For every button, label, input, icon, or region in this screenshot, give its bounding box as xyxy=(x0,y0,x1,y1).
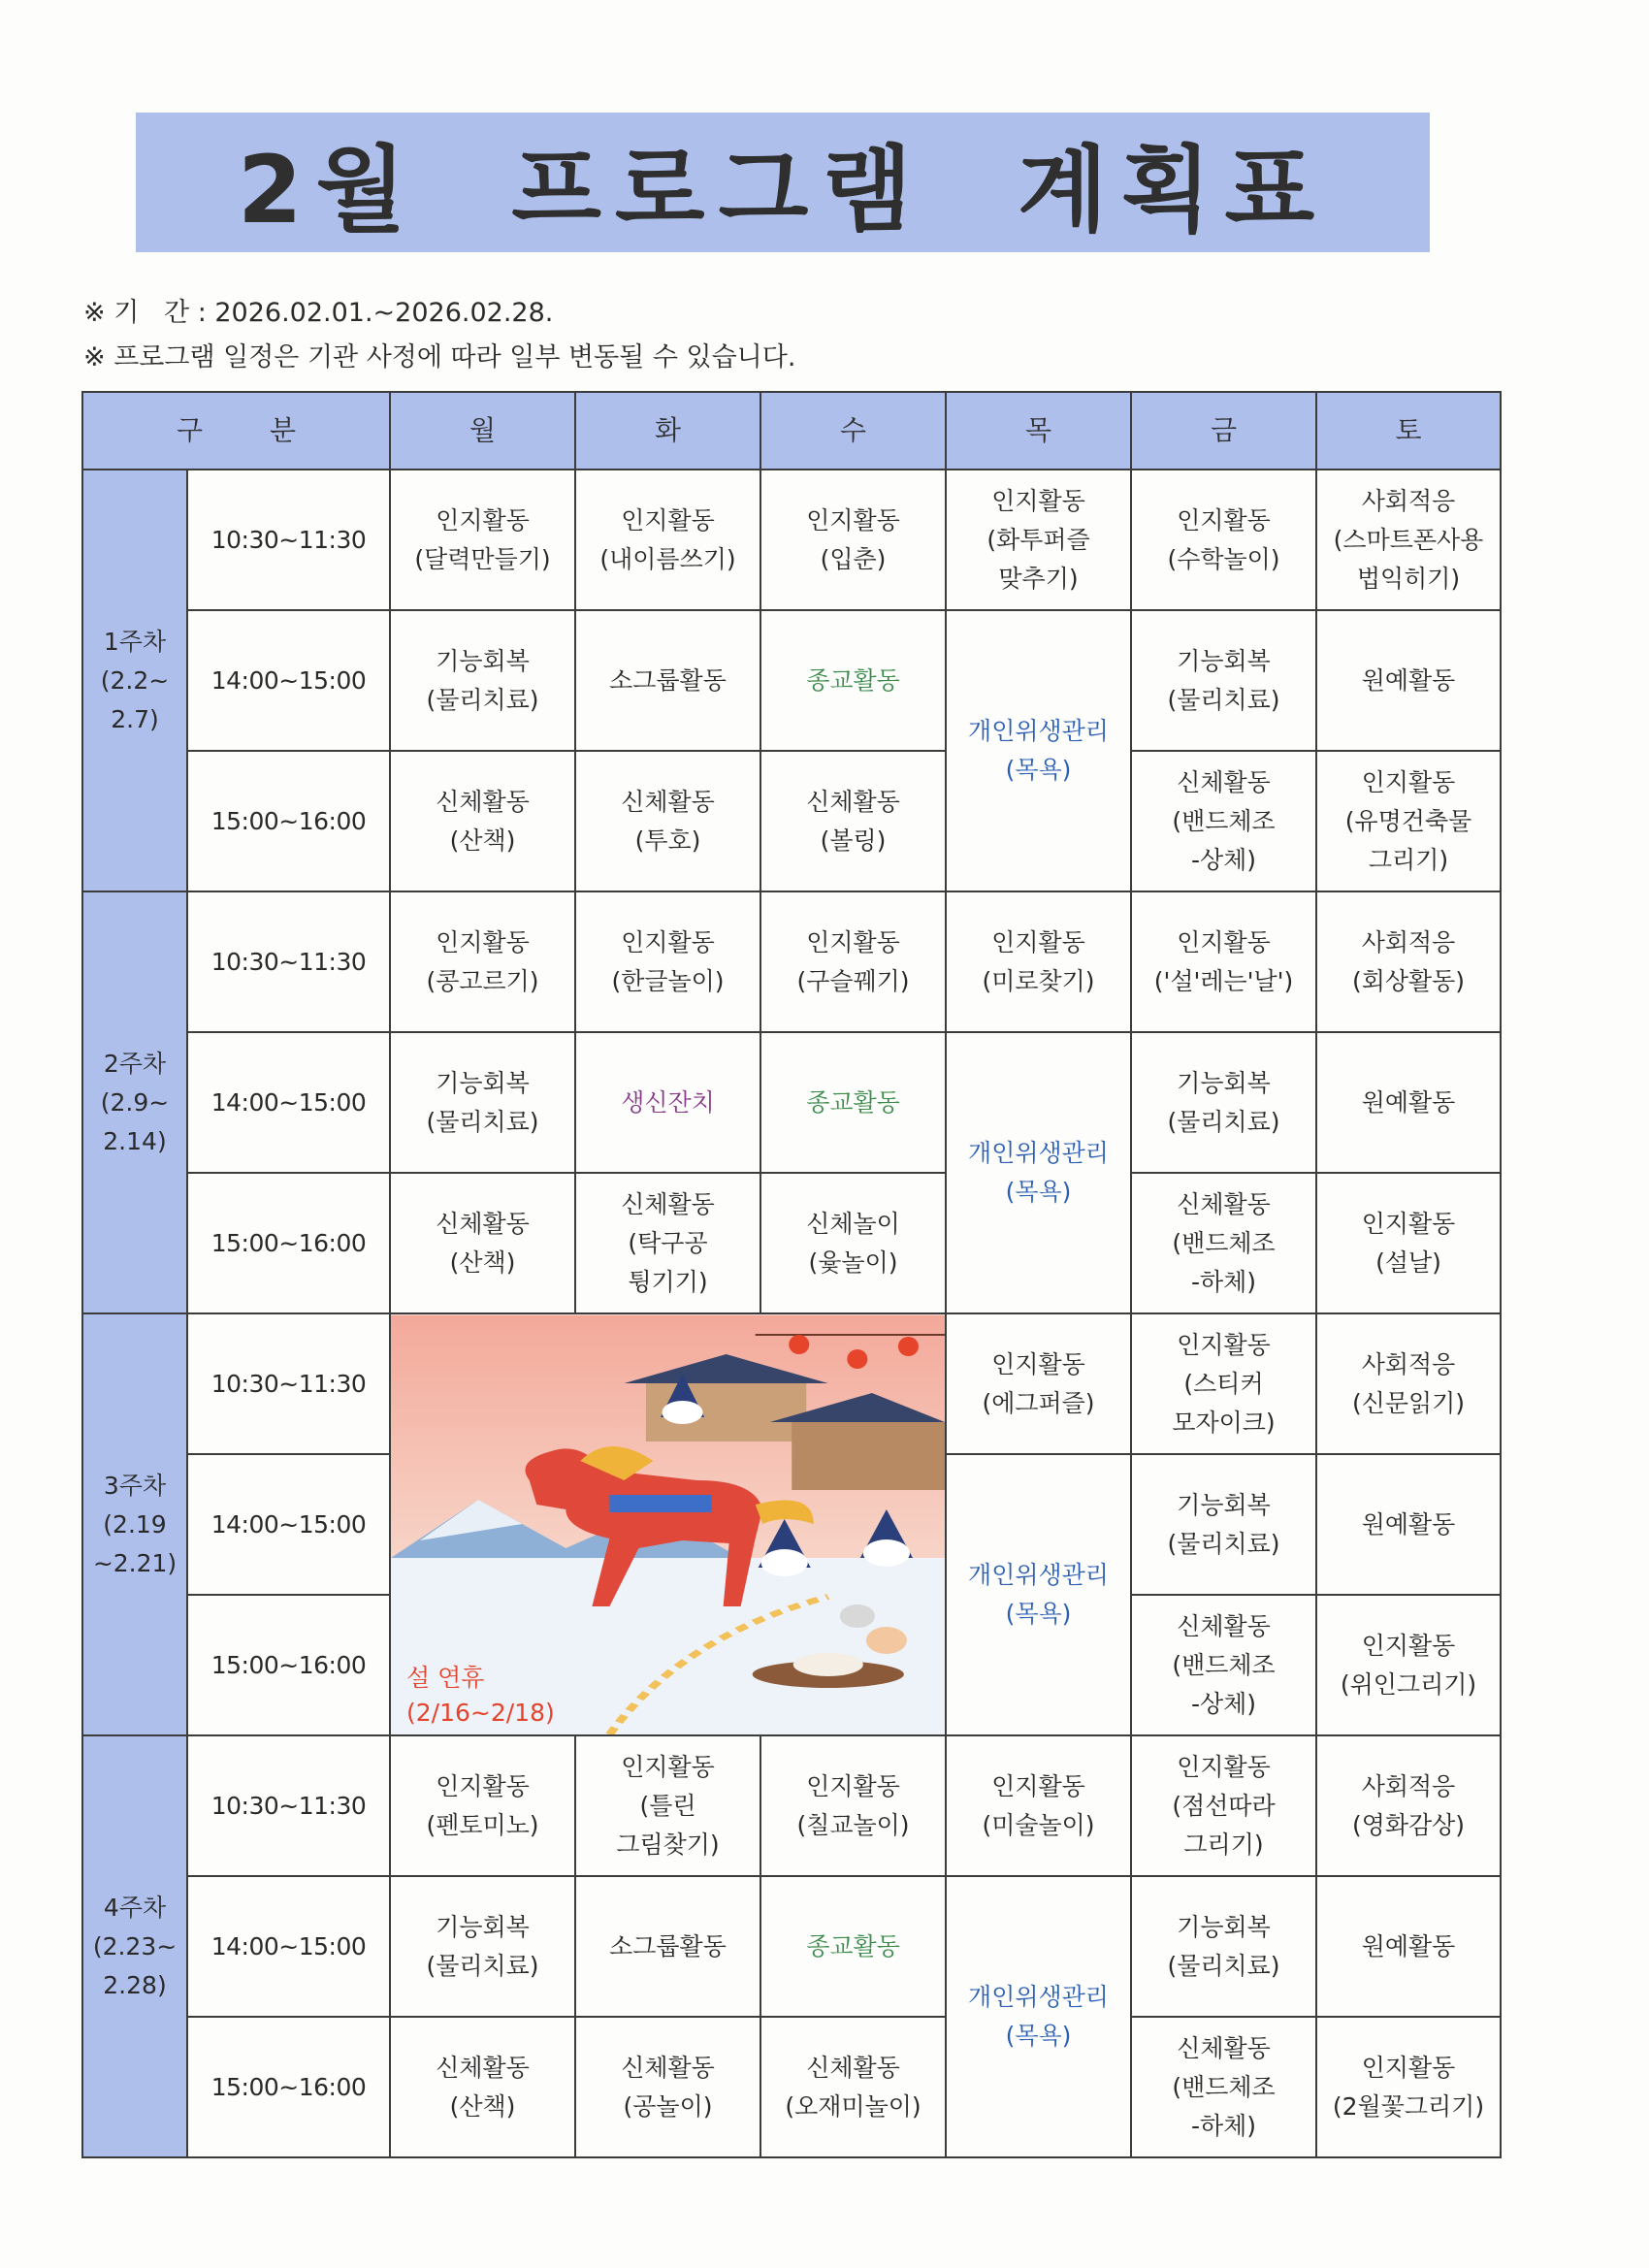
cell-wed xyxy=(760,1173,946,1313)
cell-line: 기능회복 xyxy=(1177,646,1271,675)
week-4-row-3 xyxy=(82,2017,1501,2157)
cell-line: (에그퍼즐) xyxy=(982,1388,1095,1417)
cell-thu-hygiene xyxy=(946,1032,1131,1313)
header-day-fri: 금 xyxy=(1131,392,1316,470)
week-label-line: 4주차 xyxy=(103,1893,167,1922)
cell-line: (오재미놀이) xyxy=(785,2091,922,2121)
cell-line: (물리치료) xyxy=(1167,1107,1280,1136)
cell-line: 인지활동 xyxy=(621,927,715,956)
week-label-cell xyxy=(82,891,187,1313)
cell-thu xyxy=(946,470,1131,610)
cell-line: (산책) xyxy=(449,2091,516,2121)
cell-wed xyxy=(760,891,946,1032)
cell-line: (틀린 xyxy=(639,1791,696,1820)
week-label-line: 2.7) xyxy=(111,704,159,733)
cell-tue xyxy=(575,470,760,610)
cell-line: 신체활동 xyxy=(806,787,900,816)
cell-sat xyxy=(1316,610,1501,751)
cell-line: (물리치료) xyxy=(426,1107,539,1136)
week-label-line: 3주차 xyxy=(103,1471,167,1500)
cell-line: 개인위생관리 xyxy=(968,1139,1109,1167)
cell-line: 신체활동 xyxy=(806,2053,900,2082)
cell-fri xyxy=(1131,751,1316,891)
cell-line: 원예활동 xyxy=(1361,1509,1456,1539)
cell-line: (산책) xyxy=(449,826,516,855)
header-day-wed: 수 xyxy=(760,392,946,470)
cell-line: 신체활동 xyxy=(1177,767,1271,796)
cell-wed xyxy=(760,1032,946,1173)
cell-line: 원예활동 xyxy=(1361,1087,1456,1117)
cell-line: 인지활동 xyxy=(1361,1209,1456,1238)
cell-line: (목욕) xyxy=(1005,2022,1072,2050)
week-label-line: 2주차 xyxy=(103,1049,167,1078)
header-day-tue: 화 xyxy=(575,392,760,470)
cell-line: 소그룹활동 xyxy=(609,1931,727,1960)
cell-line: (밴드체조 xyxy=(1172,2072,1276,2101)
time-slot: 15:00~16:00 xyxy=(187,1173,390,1313)
page-title: 2월 프로그램 계획표 xyxy=(237,135,1329,244)
time-slot: 14:00~15:00 xyxy=(187,610,390,751)
cell-line: 개인위생관리 xyxy=(968,1561,1109,1589)
cell-line: 신체활동 xyxy=(1177,1611,1271,1640)
cell-line: (입춘) xyxy=(820,544,887,573)
cell-wed xyxy=(760,610,946,751)
cell-sat xyxy=(1316,1173,1501,1313)
time-slot: 15:00~16:00 xyxy=(187,1595,390,1735)
cell-line: (달력만들기) xyxy=(414,544,551,573)
week-label-line: 2.14) xyxy=(103,1126,167,1155)
schedule-table xyxy=(81,391,1502,2158)
title-banner xyxy=(136,113,1430,252)
header-gubun-b: 분 xyxy=(269,414,296,446)
cell-line: ('설'레는'날') xyxy=(1153,966,1294,995)
cell-line: (화투퍼즐 xyxy=(986,525,1090,554)
cell-tue xyxy=(575,2017,760,2157)
cell-line: (목욕) xyxy=(1005,1600,1072,1628)
cell-line: 신체활동 xyxy=(436,1209,530,1238)
time-slot: 14:00~15:00 xyxy=(187,1032,390,1173)
cell-line: 신체활동 xyxy=(1177,2033,1271,2062)
cell-line: 신체활동 xyxy=(436,2053,530,2082)
cell-line: 인지활동 xyxy=(621,505,715,535)
cell-line: 기능회복 xyxy=(436,646,530,675)
cell-line: 종교활동 xyxy=(806,1931,900,1960)
week-label-line: (2.9~ xyxy=(100,1087,170,1117)
week-4-row-1 xyxy=(82,1735,1501,1876)
cell-mon xyxy=(390,1876,575,2017)
week-label-line: (2.23~ xyxy=(92,1931,178,1960)
cell-wed xyxy=(760,470,946,610)
cell-line: (물리치료) xyxy=(426,685,539,714)
header-row xyxy=(82,392,1501,470)
cell-line: (스티커 xyxy=(1183,1369,1264,1398)
cell-line: 원예활동 xyxy=(1361,1931,1456,1960)
cell-line: (한글놀이) xyxy=(611,966,725,995)
cell-line: 사회적응 xyxy=(1361,1771,1456,1800)
cell-wed xyxy=(760,1876,946,2017)
cell-line: 신체활동 xyxy=(436,787,530,816)
cell-line: (구슬꿰기) xyxy=(796,966,910,995)
cell-sat xyxy=(1316,1595,1501,1735)
cell-line: 기능회복 xyxy=(1177,1068,1271,1097)
cell-line: (신문읽기) xyxy=(1351,1388,1466,1417)
cell-line: (펜토미노) xyxy=(426,1810,539,1839)
cell-line: (회상활동) xyxy=(1351,966,1466,995)
time-slot: 14:00~15:00 xyxy=(187,1454,390,1595)
cell-line: 그리기) xyxy=(1368,845,1449,874)
cell-line: -하체) xyxy=(1190,2111,1257,2140)
week-label-cell xyxy=(82,1313,187,1735)
cell-line: 신체활동 xyxy=(1177,1189,1271,1218)
cell-tue xyxy=(575,1032,760,1173)
week-label-line: 1주차 xyxy=(103,627,167,656)
cell-line: (내이름쓰기) xyxy=(599,544,736,573)
cell-line: 인지활동 xyxy=(621,1752,715,1781)
cell-line: 그리기) xyxy=(1183,1830,1264,1859)
cell-line: (물리치료) xyxy=(426,1951,539,1980)
cell-sat xyxy=(1316,470,1501,610)
cell-line: (유명건축물 xyxy=(1344,806,1472,835)
cell-mon xyxy=(390,610,575,751)
header-gubun-a: 구 xyxy=(177,414,204,446)
cell-fri xyxy=(1131,1735,1316,1876)
cell-sat xyxy=(1316,1735,1501,1876)
cell-line: 튕기기) xyxy=(628,1267,708,1296)
cell-line: 인지활동 xyxy=(806,505,900,535)
cell-line: (투호) xyxy=(634,826,701,855)
header-day-thu: 목 xyxy=(946,392,1131,470)
header-gubun xyxy=(82,392,390,470)
week-3-row-1 xyxy=(82,1313,1501,1454)
cell-line: -상체) xyxy=(1190,1689,1257,1718)
cell-line: 사회적응 xyxy=(1361,486,1456,515)
cell-line: (칠교놀이) xyxy=(796,1810,910,1839)
cell-wed xyxy=(760,751,946,891)
cell-line: (점선따라 xyxy=(1172,1791,1276,1820)
cell-line: 신체놀이 xyxy=(806,1209,900,1238)
cell-sat xyxy=(1316,2017,1501,2157)
cell-tue xyxy=(575,891,760,1032)
time-slot: 14:00~15:00 xyxy=(187,1876,390,2017)
cell-mon xyxy=(390,1173,575,1313)
cell-line: 인지활동 xyxy=(991,486,1085,515)
cell-line: (물리치료) xyxy=(1167,685,1280,714)
cell-mon xyxy=(390,751,575,891)
cell-line: (물리치료) xyxy=(1167,1529,1280,1558)
cell-line: 개인위생관리 xyxy=(968,1983,1109,2011)
cell-line: 종교활동 xyxy=(806,665,900,695)
cell-line: (산책) xyxy=(449,1247,516,1277)
cell-line: 기능회복 xyxy=(1177,1490,1271,1519)
holiday-caption-line: (2/16~2/18) xyxy=(406,1699,555,1727)
notes xyxy=(83,291,795,380)
cell-line: 원예활동 xyxy=(1361,665,1456,695)
cell-sat xyxy=(1316,751,1501,891)
cell-line: (밴드체조 xyxy=(1172,806,1276,835)
cell-line: (볼링) xyxy=(820,826,887,855)
cell-line: (위인그리기) xyxy=(1340,1669,1477,1699)
week-label-line: 2.28) xyxy=(103,1970,167,1999)
time-slot: 10:30~11:30 xyxy=(187,470,390,610)
cell-line: (미술놀이) xyxy=(982,1810,1095,1839)
cell-line: (영화감상) xyxy=(1351,1810,1466,1839)
cell-mon xyxy=(390,1032,575,1173)
cell-line: 인지활동 xyxy=(1177,927,1271,956)
cell-fri xyxy=(1131,470,1316,610)
cell-sat xyxy=(1316,1313,1501,1454)
cell-mon xyxy=(390,891,575,1032)
cell-line: 신체활동 xyxy=(621,1189,715,1218)
cell-line: (설날) xyxy=(1375,1247,1441,1277)
cell-line: 인지활동 xyxy=(436,505,530,535)
cell-thu xyxy=(946,891,1131,1032)
period-note: ※ 기 간 : 2026.02.01.~2026.02.28. xyxy=(83,298,554,328)
cell-line: 인지활동 xyxy=(806,1771,900,1800)
cell-line: 인지활동 xyxy=(1177,505,1271,535)
week-1-row-3 xyxy=(82,751,1501,891)
cell-thu xyxy=(946,1735,1131,1876)
cell-line: (콩고르기) xyxy=(426,966,539,995)
week-1-row-1 xyxy=(82,470,1501,610)
cell-fri xyxy=(1131,1454,1316,1595)
cell-line: (밴드체조 xyxy=(1172,1650,1276,1679)
cell-fri xyxy=(1131,1595,1316,1735)
cell-tue xyxy=(575,1735,760,1876)
cell-mon xyxy=(390,470,575,610)
cell-line: 인지활동 xyxy=(991,1349,1085,1378)
holiday-cell xyxy=(390,1313,946,1735)
week-1-row-2 xyxy=(82,610,1501,751)
cell-line: -하체) xyxy=(1190,1267,1257,1296)
time-slot: 10:30~11:30 xyxy=(187,1313,390,1454)
cell-fri xyxy=(1131,610,1316,751)
week-2-row-3 xyxy=(82,1173,1501,1313)
cell-line: 인지활동 xyxy=(1361,767,1456,796)
time-slot: 10:30~11:30 xyxy=(187,891,390,1032)
cell-line: (수학놀이) xyxy=(1167,544,1280,573)
cell-line: (탁구공 xyxy=(628,1228,708,1257)
cell-line: 신체활동 xyxy=(621,787,715,816)
cell-sat xyxy=(1316,891,1501,1032)
cell-line: 모자이크) xyxy=(1172,1408,1276,1437)
week-4-row-2 xyxy=(82,1876,1501,2017)
week-label-line: (2.2~ xyxy=(100,665,170,695)
cell-line: 사회적응 xyxy=(1361,927,1456,956)
week-label-cell xyxy=(82,1735,187,2157)
cell-line: 법익히기) xyxy=(1356,564,1461,593)
cell-line: (2월꽃그리기) xyxy=(1332,2091,1485,2121)
cell-mon xyxy=(390,2017,575,2157)
time-slot: 10:30~11:30 xyxy=(187,1735,390,1876)
cell-wed xyxy=(760,2017,946,2157)
header-day-sat: 토 xyxy=(1316,392,1501,470)
cell-thu-hygiene xyxy=(946,1454,1131,1735)
cell-thu xyxy=(946,1313,1131,1454)
week-label-line: ~2.21) xyxy=(92,1548,178,1577)
cell-thu-hygiene xyxy=(946,1876,1131,2157)
cell-wed xyxy=(760,1735,946,1876)
cell-line: 소그룹활동 xyxy=(609,665,727,695)
cell-line: 그림찾기) xyxy=(616,1830,720,1859)
cell-line: 신체활동 xyxy=(621,2053,715,2082)
cell-line: (미로찾기) xyxy=(982,966,1095,995)
cell-line: 생신잔치 xyxy=(621,1087,715,1117)
cell-line: 기능회복 xyxy=(436,1912,530,1941)
time-slot: 15:00~16:00 xyxy=(187,751,390,891)
cell-fri xyxy=(1131,1173,1316,1313)
cell-tue xyxy=(575,1876,760,2017)
cell-line: 인지활동 xyxy=(1177,1752,1271,1781)
cell-line: (윷놀이) xyxy=(808,1247,898,1277)
cell-fri xyxy=(1131,1032,1316,1173)
cell-line: 인지활동 xyxy=(806,927,900,956)
cell-mon xyxy=(390,1735,575,1876)
cell-fri xyxy=(1131,2017,1316,2157)
cell-tue xyxy=(575,1173,760,1313)
cell-line: 인지활동 xyxy=(991,927,1085,956)
cell-line: (공놀이) xyxy=(623,2091,713,2121)
cell-fri xyxy=(1131,1876,1316,2017)
week-2-row-2 xyxy=(82,1032,1501,1173)
week-label-line: (2.19 xyxy=(103,1509,167,1539)
cell-sat xyxy=(1316,1032,1501,1173)
week-label-cell xyxy=(82,470,187,891)
cell-line: 기능회복 xyxy=(1177,1912,1271,1941)
cell-line: 인지활동 xyxy=(991,1771,1085,1800)
cell-tue xyxy=(575,610,760,751)
cell-line: (목욕) xyxy=(1005,756,1072,784)
cell-line: 인지활동 xyxy=(1361,1631,1456,1660)
time-slot: 15:00~16:00 xyxy=(187,2017,390,2157)
cell-line: 인지활동 xyxy=(1177,1330,1271,1359)
cell-line: 기능회복 xyxy=(436,1068,530,1097)
cell-line: 인지활동 xyxy=(436,1771,530,1800)
cell-line: 인지활동 xyxy=(1361,2053,1456,2082)
cell-line: 개인위생관리 xyxy=(968,717,1109,745)
cell-line: 인지활동 xyxy=(436,927,530,956)
cell-tue xyxy=(575,751,760,891)
header-day-mon: 월 xyxy=(390,392,575,470)
holiday-caption xyxy=(406,1661,555,1731)
cell-line: 종교활동 xyxy=(806,1087,900,1117)
disclaimer-note: ※ 프로그램 일정은 기관 사정에 따라 일부 변동될 수 있습니다. xyxy=(83,342,796,373)
cell-thu-hygiene xyxy=(946,610,1131,891)
cell-fri xyxy=(1131,891,1316,1032)
cell-line: (물리치료) xyxy=(1167,1951,1280,1980)
cell-line: -상체) xyxy=(1190,845,1257,874)
cell-line: 사회적응 xyxy=(1361,1349,1456,1378)
cell-line: (스마트폰사용 xyxy=(1333,525,1484,554)
cell-sat xyxy=(1316,1454,1501,1595)
week-2-row-1 xyxy=(82,891,1501,1032)
cell-sat xyxy=(1316,1876,1501,2017)
cell-line: (밴드체조 xyxy=(1172,1228,1276,1257)
cell-line: 맞추기) xyxy=(998,564,1079,593)
cell-fri xyxy=(1131,1313,1316,1454)
holiday-caption-line: 설 연휴 xyxy=(406,1664,485,1692)
cell-line: (목욕) xyxy=(1005,1178,1072,1206)
